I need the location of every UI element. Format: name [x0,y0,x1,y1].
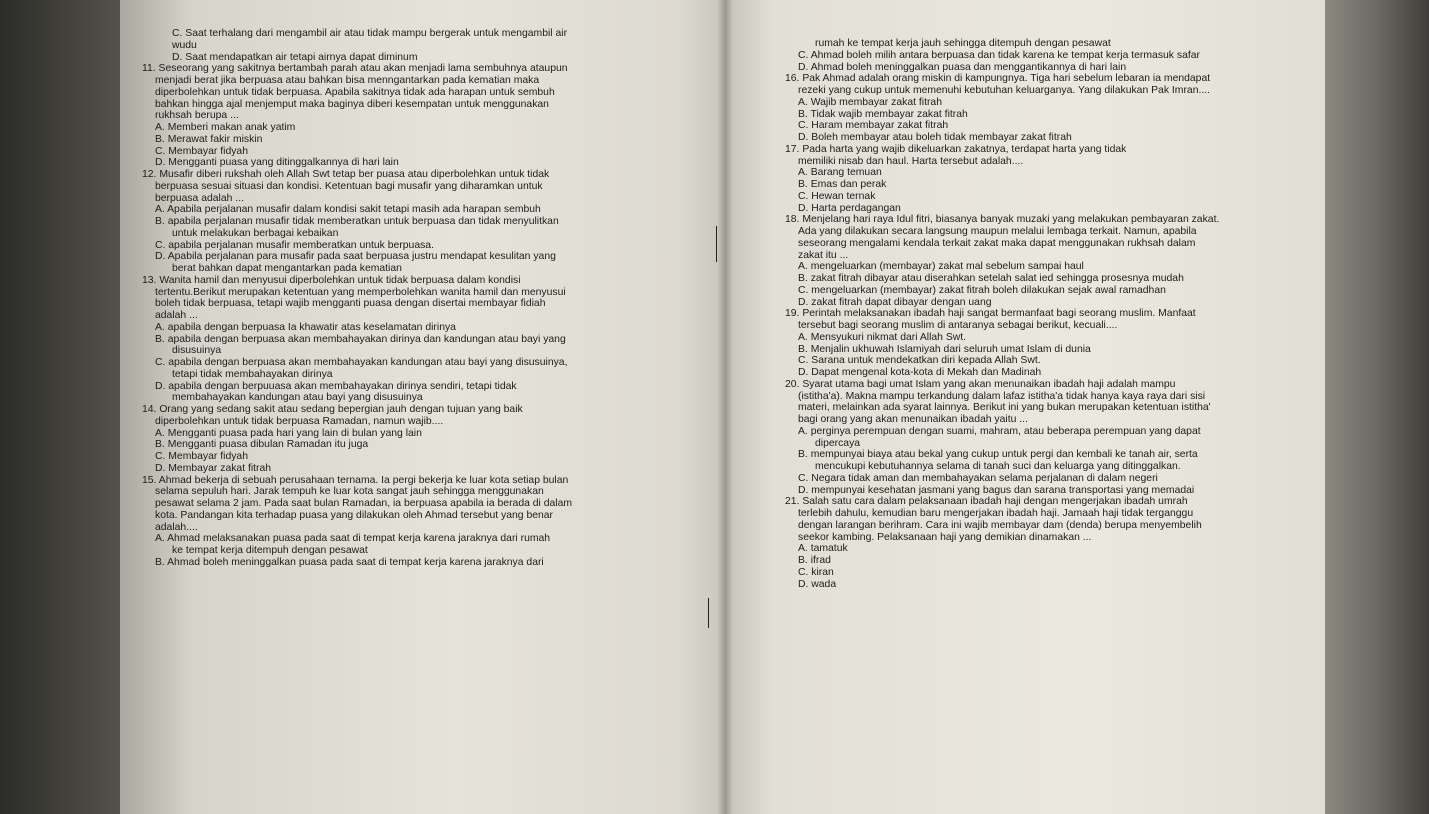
text-line: C. Ahmad boleh milih antara berpuasa dan tidak karena ke tempat kerja termasuk safar [798,49,1200,61]
text-line: C. Membayar fidyah [155,145,248,157]
text-line: C. apabila dengan berpuasa akan membahayakan kandungan atau bayi yang disusuinya, [155,357,568,368]
text-line: tertentu.Berikut merupakan ketentuan yang memperbolehkan wanita hamil dan menyusui [155,286,566,298]
text-line: memiliki nisab dan haul. Harta tersebut adalah.... [798,155,1024,167]
text-line: seseorang mengalami kendala terkait zakat maka dapat menggunakan rukhsah dalam [798,237,1196,249]
text-line: D. Harta perdagangan [798,202,901,214]
text-line: diperbolehkan untuk tidak berpuasa Ramadan, namun wajib.... [155,415,444,427]
text-line: C. Membayar fidyah [155,451,248,462]
text-line: C. mengeluarkan (membayar) zakat fitrah boleh dilakukan sejak awal ramadhan [798,284,1166,296]
text-line: menjadi berat jika berpuasa atau bahkan bisa menngantarkan pada kematian maka [155,75,540,86]
text-line: A. Mensyukuri nikmat dari Allah Swt. [798,331,967,343]
text-line: B. zakat fitrah dibayar atau diserahkan setelah salat ied sehingga prosesnya mudah [798,273,1184,284]
text-line: A. mengeluarkan (membayar) zakat mal sebelum sampai haul [798,261,1084,273]
text-line: A. Barang temuan [798,167,882,179]
text-line: C. Saat terhalang dari mengambil air atau tidak mampu bergerak untuk mengambil air [172,28,568,39]
text-line: 13. Wanita hamil dan menyusui diperbolehkan untuk tidak berpuasa dalam kondisi [142,274,521,286]
text-line: D. Mengganti puasa yang ditinggalkannya di hari lain [155,157,399,169]
text-line: C. Negara tidak aman dan membahayakan selama perjalanan di dalam negeri [798,472,1158,484]
text-line: 21. Salah satu cara dalam pelaksanaan ibadah haji dengan mengerjakan ibadah umrah [785,496,1188,508]
text-line: B. Mengganti puasa dibulan Ramadan itu juga [155,439,369,451]
text-line: A. perginya perempuan dengan suami, mahram, atau beberapa perempuan yang dapat [798,425,1201,437]
text-line: C. kiran [798,566,834,578]
text-line: adalah.... [155,521,198,533]
text-line: Ada yang dilakukan secara langsung maupun melalui lembaga terkait. Namun, apabila [798,226,1197,237]
text-line: A. apabila dengan berpuasa Ia khawatir atas keselamatan dirinya [155,321,456,333]
text-line: tersebut bagi seorang muslim di antaranya sebagai berikut, kecuali.... [798,320,1118,331]
text-line: D. wada [798,578,837,590]
text-line: D. Apabila perjalanan para musafir pada saat berpuasa justru mendapat kesulitan yang [155,251,556,263]
text-line: 17. Pada harta yang wajib dikeluarkan zakatnya, terdapat harta yang tidak [785,143,1127,155]
right-page-text [785,38,1315,590]
text-line: C. Hewan ternak [798,190,876,202]
book-spine [717,0,733,814]
text-line: A. Apabila perjalanan musafir dalam kondisi sakit tetapi masih ada harapan sembuh [155,204,541,216]
text-line: ke tempat kerja ditempuh dengan pesawat [172,545,368,556]
pen-mark [708,598,709,628]
text-line: B. Tidak wajib membayar zakat fitrah [798,108,968,120]
text-line: B. mempunyai biaya atau bekal yang cukup untuk pergi dan kembali ke tanah air, serta [798,449,1198,461]
text-line: bahkan hingga ajal menjemput maka baginya diberi kesempatan untuk menggunakan [155,98,549,110]
text-line: 18. Menjelang hari raya Idul fitri, biasanya banyak muzaki yang melakukan pembayaran zakat. [785,214,1220,226]
text-line: diperbolehkan untuk tidak berpuasa. Apabila sakitnya tidak ada harapan untuk sembuh [155,86,555,98]
text-line: 12. Musafir diberi rukshah oleh Allah Swt tetap ber puasa atau diperbolehkan untuk tidak [142,169,550,180]
text-line: C. apabila perjalanan musafir memberatkan untuk berpuasa. [155,239,434,251]
text-line: A. tamatuk [798,543,848,555]
text-line: B. Merawat fakir miskin [155,133,263,145]
text-line: D. mempunyai kesehatan jasmani yang bagus dan sarana transportasi yang memadai [798,484,1195,496]
text-line: D. Dapat mengenal kota-kota di Mekah dan Madinah [798,367,1042,378]
right-page [725,0,1325,814]
text-line: A. Ahmad melaksanakan puasa pada saat di tempat kerja karena jaraknya dari rumah [155,533,551,545]
text-line: B. apabila perjalanan musafir tidak memberatkan untuk berpuasa dan tidak menyulitkan [155,216,559,227]
text-line: pesawat selama 2 jam. Pada saat bulan Ramadan, ia berpuasa apabila ia berada di dalam [155,498,573,509]
text-line: selama sepuluh hari. Jarak tempuh ke luar kota sangat jauh sehingga menggunakan [155,486,544,498]
text-line: D. Ahmad boleh meninggalkan puasa dan menggantikannya di hari lain [798,61,1127,73]
text-line: D. Saat mendapatkan air tetapi airnya dapat diminum [172,51,418,63]
text-line: dengan larangan berihram. Cara ini wajib membayar dam (denda) berupa menyembelih [798,519,1202,531]
text-line: rumah ke tempat kerja jauh sehingga ditempuh dengan pesawat [815,38,1111,49]
text-line: 16. Pak Ahmad adalah orang miskin di kampungnya. Tiga hari sebelum lebaran ia mendapat [785,73,1211,85]
text-line: disusuinya [172,345,222,357]
text-line: (istitha'a). Makna mampu terkandung dalam lafaz istitha'a tidak hanya kaya raya dari sisi [798,390,1206,402]
text-line: adalah ... [155,310,198,321]
text-line: tetapi tidak membahayakan dirinya [172,368,333,380]
text-line: kota. Pandangan kita terhadap puasa yang dilakukan oleh Ahmad tersebut yang benar [155,509,554,521]
left-page-text [142,28,702,569]
text-line: wudu [172,39,197,51]
text-line: B. apabila dengan berpuasa akan membahayakan dirinya dan kandungan atau bayi yang [155,333,566,345]
text-line: B. Ahmad boleh meninggalkan puasa pada saat di tempat kerja karena jaraknya dari [155,556,544,568]
text-line: boleh tidak berpuasa, tetapi wajib mengganti puasa dengan disertai membayar fidiah [155,298,546,310]
text-line: 11. Seseorang yang sakitnya bertambah parah atau akan menjadi lama sembuhnya ataupun [142,63,568,75]
text-line: 15. Ahmad bekerja di sebuah perusahaan ternama. Ia pergi bekerja ke luar kota setiap bulan [142,474,569,486]
text-line: A. Wajib membayar zakat fitrah [798,96,942,108]
text-line: berat bahkan dapat mengantarkan pada kematian [172,263,402,274]
text-line: materi, melainkan ada syarat lainnya. Berikut ini yang bukan merupakan ketentuan istitha' [798,402,1211,414]
text-line: B. Emas dan perak [798,179,887,190]
text-line: bagi orang yang akan menunaikan ibadah yaitu ... [798,414,1028,425]
text-line: 20. Syarat utama bagi umat Islam yang akan menunaikan ibadah haji adalah mampu [785,378,1176,390]
text-line: berpuasa adalah ... [155,192,244,204]
text-line: dipercaya [815,437,861,449]
text-line: D. apabila dengan berpuuasa akan membahayakan dirinya sendiri, tetapi tidak [155,380,517,392]
text-line: membahayakan kandungan atau bayi yang disusuinya [172,392,423,404]
text-line: 19. Perintah melaksanakan ibadah haji sangat bermanfaat bagi seorang muslim. Manfaat [785,308,1196,320]
text-line: B. ifrad [798,555,831,566]
left-page [120,0,725,814]
text-line: seekor kambing. Pelaksanaan haji yang demikian dinamakan ... [798,531,1092,543]
text-line: C. Haram membayar zakat fitrah [798,120,949,132]
text-line: berpuasa sesuai situasi dan kondisi. Ketentuan bagi musafir yang diharamkan untuk [155,180,543,192]
text-line: D. Boleh membayar atau boleh tidak membayar zakat fitrah [798,132,1072,143]
text-line: C. Sarana untuk mendekatkan diri kepada Allah Swt. [798,355,1041,367]
text-line: rukhsah berupa ... [155,110,239,122]
text-line: mencukupi kebutuhannya selama di tanah suci dan keluarga yang ditinggalkan. [815,461,1181,472]
text-line: A. Memberi makan anak yatim [155,122,296,133]
text-line: rezeki yang cukup untuk memenuhi kebutuhan keluarganya. Yang dilakukan Pak Imran.... [798,85,1211,96]
text-line: B. Menjalin ukhuwah Islamiyah dari seluruh umat Islam di dunia [798,343,1091,355]
text-line: zakat itu ... [798,249,849,261]
text-line: D. zakat fitrah dapat dibayar dengan uang [798,296,992,308]
text-line: terlebih dahulu, kemudian baru mengerjakan ibadah haji. Jamaah haji tidak terganggu [798,508,1194,519]
text-line: 14. Orang yang sedang sakit atau sedang bepergian jauh dengan tujuan yang baik [142,404,523,415]
text-line: A. Mengganti puasa pada hari yang lain di bulan yang lain [155,427,422,439]
text-line: untuk melakukan berbagai kebaikan [172,227,339,239]
text-line: D. Membayar zakat fitrah [155,462,272,474]
